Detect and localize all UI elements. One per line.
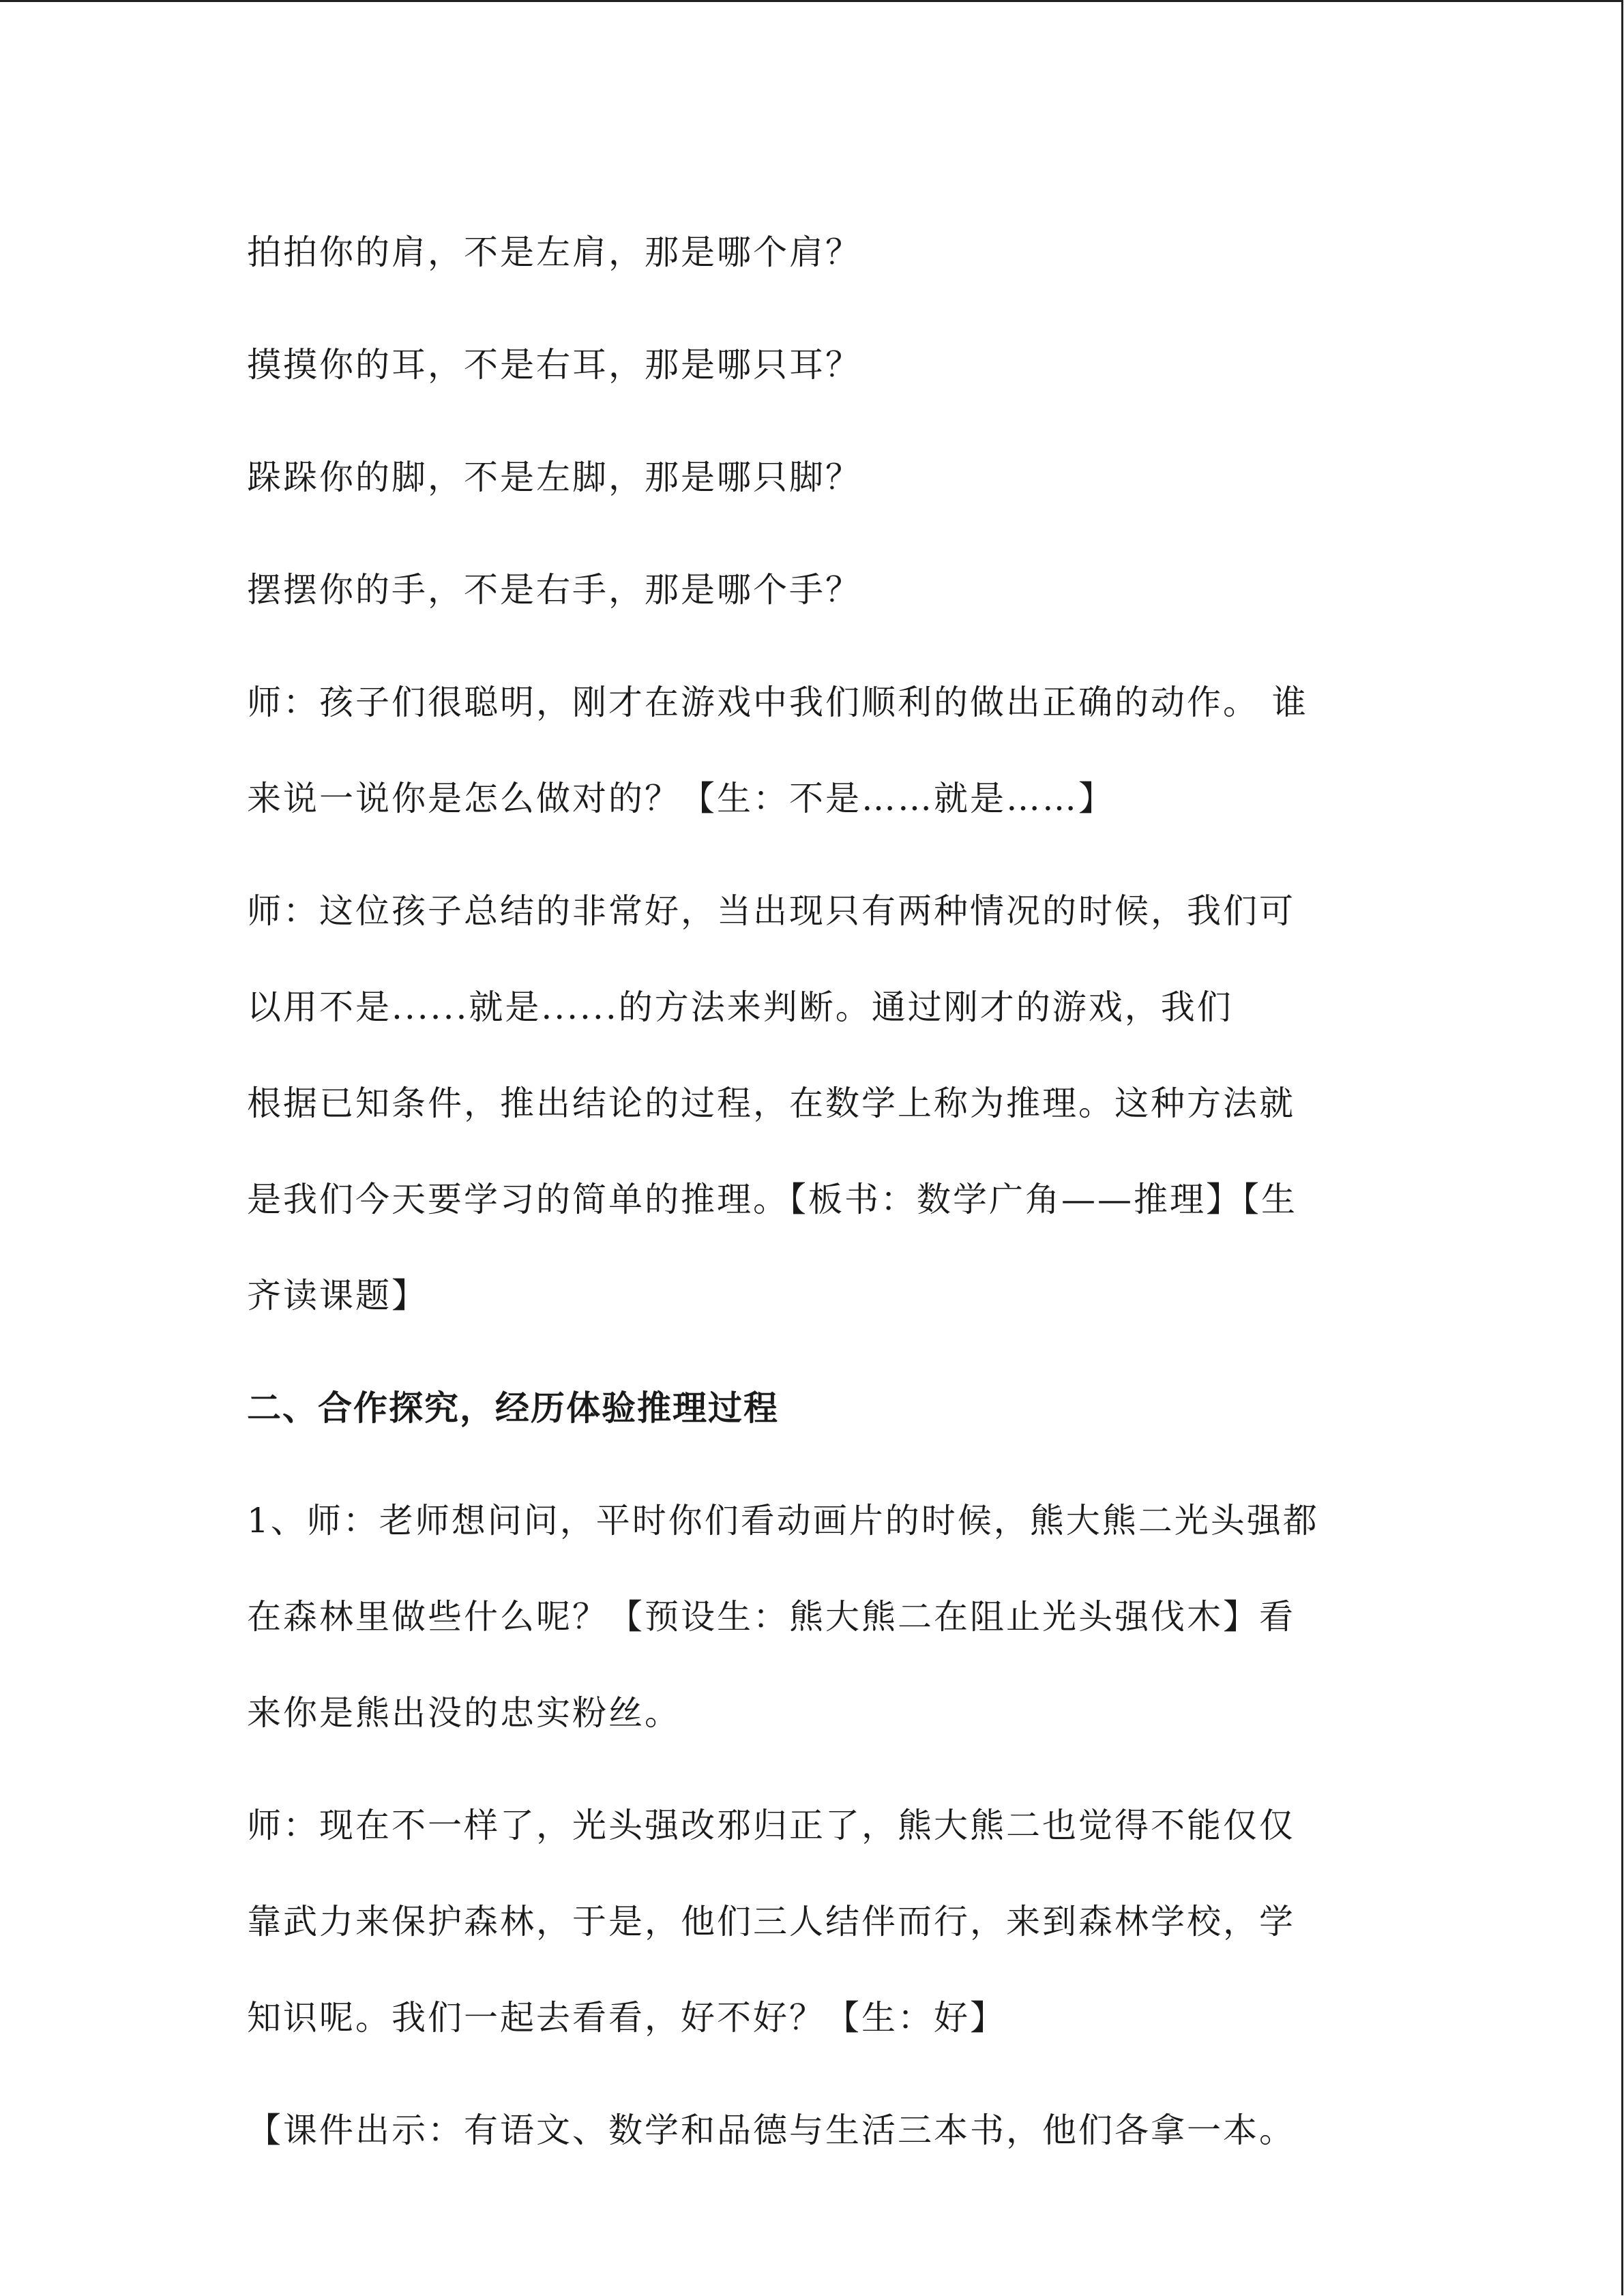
- text-line: 师：这位孩子总结的非常好，当出现只有两种情况的时候，我们可: [247, 891, 1295, 931]
- text-line: 根据已知条件，推出结论的过程，在数学上称为推理。这种方法就: [247, 1084, 1295, 1123]
- teacher-paragraph-3: [247, 1473, 1379, 1761]
- text-line: 摸摸你的耳，不是右耳，那是哪只耳？: [247, 345, 861, 385]
- text-line: 二、合作探究，经历体验推理过程: [247, 1388, 779, 1428]
- teacher-paragraph-4: [247, 1778, 1379, 2066]
- text-line: 摆摆你的手，不是右手，那是哪个手？: [247, 570, 861, 610]
- text-line: 来你是熊出没的忠实粉丝。: [247, 1693, 681, 1733]
- text-line: 1、师：老师想问问，平时你们看动画片的时候，熊大熊二光头强都: [247, 1501, 1319, 1540]
- text-line: 来说一说你是怎么做对的？【生：不是……就是……】: [247, 779, 1114, 818]
- text-line: 靠武力来保护森林，于是，他们三人结伴而行，来到森林学校，学: [247, 1902, 1295, 1941]
- document-body: [247, 205, 1379, 2179]
- game-line-shoulder: [247, 205, 1379, 301]
- courseware-note: [247, 2083, 1379, 2179]
- game-line-hand: [247, 542, 1379, 638]
- text-line: 齐读课题】: [247, 1276, 428, 1315]
- game-line-foot: [247, 430, 1379, 526]
- text-line: 师：现在不一样了，光头强改邪归正了，熊大熊二也觉得不能仅仅: [247, 1806, 1295, 1845]
- text-line: 跺跺你的脚，不是左脚，那是哪只脚？: [247, 458, 861, 497]
- text-line: 知识呢。我们一起去看看，好不好？【生：好】: [247, 1998, 1006, 2038]
- teacher-paragraph-2: [247, 863, 1379, 1344]
- game-line-ear: [247, 317, 1379, 413]
- text-line: 【课件出示：有语文、数学和品德与生活三本书，他们各拿一本。: [247, 2111, 1295, 2150]
- text-line: 师：孩子们很聪明，刚才在游戏中我们顺利的做出正确的动作。 谁: [247, 683, 1308, 722]
- text-line: 以用不是......就是......的方法来判断。通过刚才的游戏，我们: [247, 987, 1233, 1027]
- teacher-paragraph-1: [247, 655, 1379, 847]
- section-heading: [247, 1360, 1379, 1457]
- text-line: 拍拍你的肩，不是左肩，那是哪个肩？: [247, 233, 861, 272]
- text-line: 在森林里做些什么呢？【预设生：熊大熊二在阻止光头强伐木】看: [247, 1597, 1295, 1637]
- text-line: 是我们今天要学习的简单的推理。【板书：数学广角——推理】【生: [247, 1180, 1297, 1219]
